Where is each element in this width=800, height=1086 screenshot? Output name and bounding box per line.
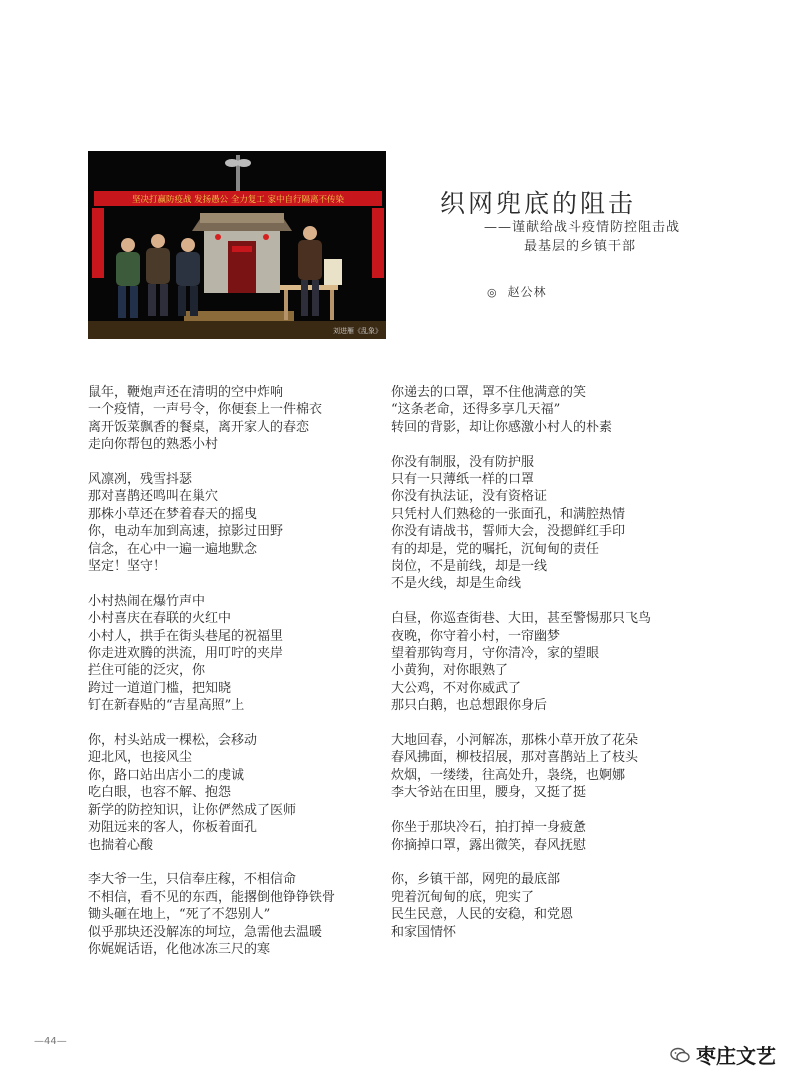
- poem-stanza: [391, 819, 691, 854]
- poem-line: 岗位，不是前线，却是一线: [391, 559, 548, 575]
- poem-stanza: [88, 593, 388, 715]
- poem-line: 李大爷一生，只信奉庄稼，不相信命: [88, 872, 297, 888]
- health-sign: [324, 259, 342, 285]
- poem-line: 望着那钩弯月，守你清冷，家的望眼: [391, 646, 600, 662]
- poem-line: 那只白鹅，也总想跟你身后: [391, 698, 548, 714]
- poem-line: 小村人，拱手在街头巷尾的祝福里: [88, 628, 284, 644]
- poem-line: 一个疫情，一声号令，你便套上一件棉衣: [88, 402, 323, 418]
- poem-line: “这条老命，还得多享几天福”: [391, 402, 561, 418]
- poem-line: 劝阻远来的客人，你板着面孔: [88, 820, 258, 836]
- poem-stanza: [391, 732, 691, 802]
- poem-line: 坚定！坚守！: [88, 559, 167, 575]
- poem-line: 离开饭菜飘香的餐桌，离开家人的春恋: [88, 419, 310, 435]
- poem-line: 李大爷站在田里，腰身，又挺了挺: [391, 785, 587, 801]
- poem-stanza: [391, 454, 691, 593]
- poem-line: 迎北风，也接风尘: [88, 750, 193, 766]
- poem-line: 也揣着心酸: [88, 837, 154, 853]
- poem-line: 你没有制服，没有防护服: [391, 454, 535, 470]
- poem-stanza: [391, 871, 691, 941]
- poem-line: 大公鸡，不对你威武了: [391, 680, 522, 696]
- poem-line: 你，乡镇干部，网兜的最底部: [391, 872, 561, 888]
- poem-line: 鼠年，鞭炮声还在清明的空中炸响: [88, 385, 284, 400]
- poem-line: 锄头砸在地上，“死了不怨别人”: [88, 907, 271, 923]
- poem-line: 你，电动车加到高速，掠影过田野: [88, 524, 284, 540]
- poem-stanza: [391, 610, 691, 714]
- poem-stanza: [391, 384, 691, 436]
- poem-line: 白昼，你巡查街巷、大田，甚至警惕那只飞鸟: [391, 611, 652, 627]
- brand-name: 枣庄文艺: [696, 1044, 776, 1068]
- photo-scene: [88, 151, 386, 339]
- poem-line: 你，路口站出店小二的虔诚: [88, 767, 245, 783]
- poem-line: 那对喜鹊还鸣叫在巢穴: [88, 489, 219, 505]
- poem-line: 跨过一道道门槛，把知晓: [88, 680, 232, 696]
- author-mark: ◎: [487, 286, 498, 299]
- poem-line: 走向你帮包的熟悉小村: [88, 437, 219, 453]
- poem-line: 你没有执法证，没有资格证: [391, 489, 548, 505]
- poem-stanza: [88, 471, 388, 575]
- poem-line: 转回的背影，却让你感激小村人的朴素: [391, 419, 613, 435]
- author-name: 赵公林: [507, 285, 547, 299]
- poem-line: 兜着沉甸甸的底，兜实了: [391, 889, 535, 905]
- subtitle-line-2: 最基层的乡镇干部: [523, 239, 636, 254]
- poem-line: 小村热闹在爆竹声中: [88, 593, 206, 609]
- poem-line: 春风拂面，柳枝招展，那对喜鹊站上了枝头: [391, 750, 639, 766]
- poem-line: 风凛冽，残雪抖瑟: [88, 472, 193, 488]
- page-number: —44—: [34, 1036, 67, 1047]
- subtitle-line-1: ——谨献给战斗疫情防控阻击战: [483, 220, 680, 235]
- poem-line: 你走进欢腾的洪流，用叮咛的夹岸: [88, 646, 284, 662]
- wechat-icon: [670, 1047, 690, 1063]
- poem-line: 钉在新春贴的“吉星高照”上: [88, 698, 245, 714]
- poem-line: 不是火线，却是生命线: [391, 576, 522, 592]
- poem-line: 小村喜庆在春联的火红中: [88, 611, 232, 627]
- banner-text: 坚决打赢防疫战 发扬愚公 全力复工 家中自行隔离不传染: [131, 195, 345, 205]
- poem-subtitle: [440, 218, 680, 256]
- poem-line: 信念，在心中一遍一遍地默念: [88, 541, 258, 557]
- author-byline: [487, 283, 547, 300]
- poem-line: 那株小草还在梦着春天的摇曳: [88, 506, 258, 522]
- poem-line: 吃白眼，也容不解、抱怨: [88, 785, 232, 801]
- poem-line: 你递去的口罩，罩不住他满意的笑: [391, 385, 587, 400]
- loudspeaker-icon: [225, 159, 239, 167]
- poem-line: 小黄狗，对你眼熟了: [391, 663, 509, 679]
- poem-line: 炊烟，一缕缕，往高处升，袅绕，也婀娜: [391, 767, 626, 783]
- poem-line: 似乎那块还没解冻的坷垃，急需他去温暖: [88, 924, 323, 940]
- poem-column-right: [391, 384, 691, 958]
- poem-stanza: [88, 871, 388, 958]
- poem-title: 织网兜底的阻击: [440, 189, 637, 218]
- cover-photo: [88, 151, 386, 339]
- poem-line: 你摘掉口罩，露出微笑，春风抚慰: [391, 837, 587, 853]
- poem-line: 你娓娓话语，化他冰冻三尺的寒: [88, 941, 271, 957]
- poem-line: 有的却是，党的嘱托，沉甸甸的责任: [391, 541, 600, 557]
- poem-line: 你没有请战书，誓师大会，没摁鲜红手印: [391, 524, 626, 540]
- poem-line: 大地回春，小河解冻，那株小草开放了花朵: [391, 733, 639, 749]
- poem-line: 不相信，看不见的东西，能撂倒他铮铮铁骨: [88, 889, 336, 905]
- poem-line: 拦住可能的泛灾，你: [88, 663, 206, 679]
- poem-line: 只凭村人们熟稔的一张面孔，和满腔热情: [391, 506, 626, 522]
- poem-stanza: [88, 384, 388, 454]
- poem-line: 只有一只薄纸一样的口罩: [391, 472, 535, 488]
- poem-line: 你坐于那块冷石，拍打掉一身疲惫: [391, 820, 587, 836]
- couplet-right: [372, 208, 384, 278]
- brand-watermark: [670, 1040, 776, 1069]
- couplet-left: [92, 208, 104, 278]
- poem-line: 夜晚，你守着小村，一帘幽梦: [391, 628, 561, 644]
- poem-stanza: [88, 732, 388, 854]
- poem-line: 和家国情怀: [391, 924, 457, 940]
- poem-line: 民生民意，人民的安稳，和党恩: [391, 907, 574, 923]
- poem-column-left: [88, 384, 388, 976]
- photo-caption: 刘进雁《乱象》: [333, 327, 382, 335]
- poem-line: 你，村头站成一棵松，会移动: [88, 733, 258, 749]
- poem-line: 新学的防控知识，让你俨然成了医师: [88, 802, 297, 818]
